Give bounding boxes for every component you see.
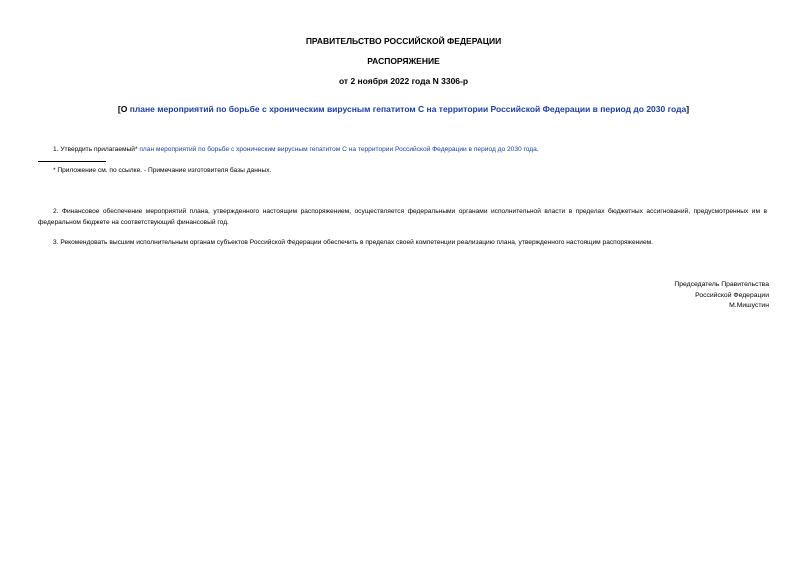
title-link[interactable]: плане мероприятий по борьбе с хроническим вирусным гепатитом С на территории Российской Федерации в период до 2030 года xyxy=(129,104,687,114)
document-title xyxy=(0,104,807,114)
signature-organization: Российской Федерации xyxy=(695,291,769,299)
plan-link[interactable]: план мероприятий по борьбе с хроническим вирусным гепатитом С на территории Российской Федерации в период до 2030 года xyxy=(139,146,537,153)
document-type-heading: РАСПОРЯЖЕНИЕ xyxy=(367,56,440,66)
issuer-heading: ПРАВИТЕЛЬСТВО РОССИЙСКОЙ ФЕДЕРАЦИИ xyxy=(305,36,502,46)
signature-name: М.Мишустин xyxy=(729,302,769,309)
paragraph-1 xyxy=(53,145,539,156)
title-open-bracket: [О xyxy=(117,104,130,114)
paragraph-3: 3. Рекомендовать высшим исполнительным органам субъектов Российской Федерации обеспечить в пределах своей компетенции реализацию плана, утвержденного настоящим распоряжением. xyxy=(53,239,653,246)
paragraph-2: 2. Финансовое обеспечение мероприятий плана, утвержденного настоящим распоряжением, осуществляется федеральными органами исполнительной власти в пределах бюджетных ассигнований, предусмотренных им в федеральном бюджете на соответствующий финансовый год. xyxy=(38,208,767,226)
signature-position: Председатель Правительства xyxy=(674,281,769,288)
footnote-divider xyxy=(38,161,106,162)
paragraph-1-prefix: 1. Утвердить прилагаемый* xyxy=(53,146,140,153)
signature-block xyxy=(674,280,769,312)
footnote: * Приложение см. по ссылке. - Примечание изготовителя базы данных. xyxy=(53,167,272,174)
paragraph-1-suffix: . xyxy=(536,146,539,153)
title-close-bracket: ] xyxy=(686,104,690,114)
document-date-number: от 2 ноября 2022 года N 3306-р xyxy=(338,76,469,86)
